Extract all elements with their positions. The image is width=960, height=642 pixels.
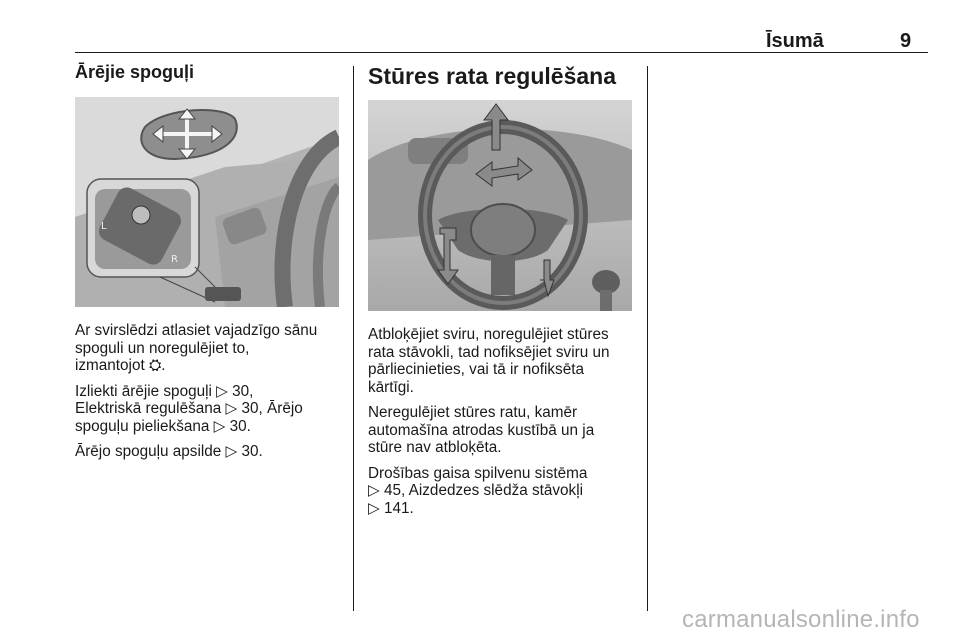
steering-paragraph-2: Neregulējiet stūres ratu, kamēr automašīna atrodas kustībā un ja stūre nav atbloķēta. <box>368 404 595 456</box>
page-reference-link[interactable]: 30. <box>229 417 251 435</box>
page-reference-arrow-icon: ▷ <box>213 417 226 435</box>
svg-text:L: L <box>101 221 107 232</box>
steering-text <box>368 326 643 525</box>
page-reference-link[interactable]: 30. <box>241 443 263 460</box>
section-title-mirrors: Ārējie spoguļi <box>75 62 195 82</box>
page-reference-arrow-icon: ▷ <box>368 482 380 499</box>
steering-paragraph-3: Drošības gaisa spilvenu sistēma ▷ 45, Aizdedzes slēdža stāvokļi ▷ 141. <box>368 464 588 517</box>
running-header-title: Īsumā <box>766 30 824 52</box>
header-rule <box>75 52 928 53</box>
column-divider-right <box>647 66 648 611</box>
mirrors-paragraph-3: Ārējo spoguļu apsilde ▷ 30. <box>75 443 263 460</box>
mirrors-paragraph-1: Ar svirslēdzi atlasiet vajadzīgo sānu spoguli un noregulējiet to, izmantojot ⛭. <box>75 322 318 374</box>
watermark: carmanualsonline.info <box>682 606 920 633</box>
section-title-steering: Stūres rata regulēšana <box>368 63 617 89</box>
mirrors-paragraph-2: Izliekti ārējie spoguļi ▷ 30, Elektriskā regulēšana ▷ 30, Ārējo spoguļu pieliekšana ▷ 30. <box>75 382 303 435</box>
mirror-symbol-icon: ⛭ <box>148 357 162 374</box>
page-reference-link[interactable]: 30, Ārējo <box>241 400 303 417</box>
page-reference-arrow-icon: ▷ <box>225 443 238 460</box>
mirrors-text <box>75 322 350 469</box>
mirror-control-drawing <box>75 97 339 307</box>
page-reference-link[interactable]: 45, Aizdedzes slēdža stāvokļi <box>384 482 583 499</box>
page-reference-arrow-icon: ▷ <box>225 400 238 417</box>
svg-text:R: R <box>171 254 178 265</box>
page-reference-link[interactable]: 141. <box>384 499 414 517</box>
steering-wheel-drawing <box>368 100 632 311</box>
steering-paragraph-1: Atbloķējiet sviru, noregulējiet stūres rata stāvokli, tad nofiksējiet sviru un pārliecinieties, vai tā ir nofiksēta kārtīgi. <box>368 326 610 396</box>
column-divider-left <box>353 66 354 611</box>
page-reference-link[interactable]: 30, <box>232 382 254 400</box>
page-reference-arrow-icon: ▷ <box>368 499 380 517</box>
page-number: 9 <box>900 30 912 52</box>
page-reference-arrow-icon: ▷ <box>216 382 228 400</box>
mirror-illustration <box>75 97 339 307</box>
steering-illustration <box>368 100 632 311</box>
